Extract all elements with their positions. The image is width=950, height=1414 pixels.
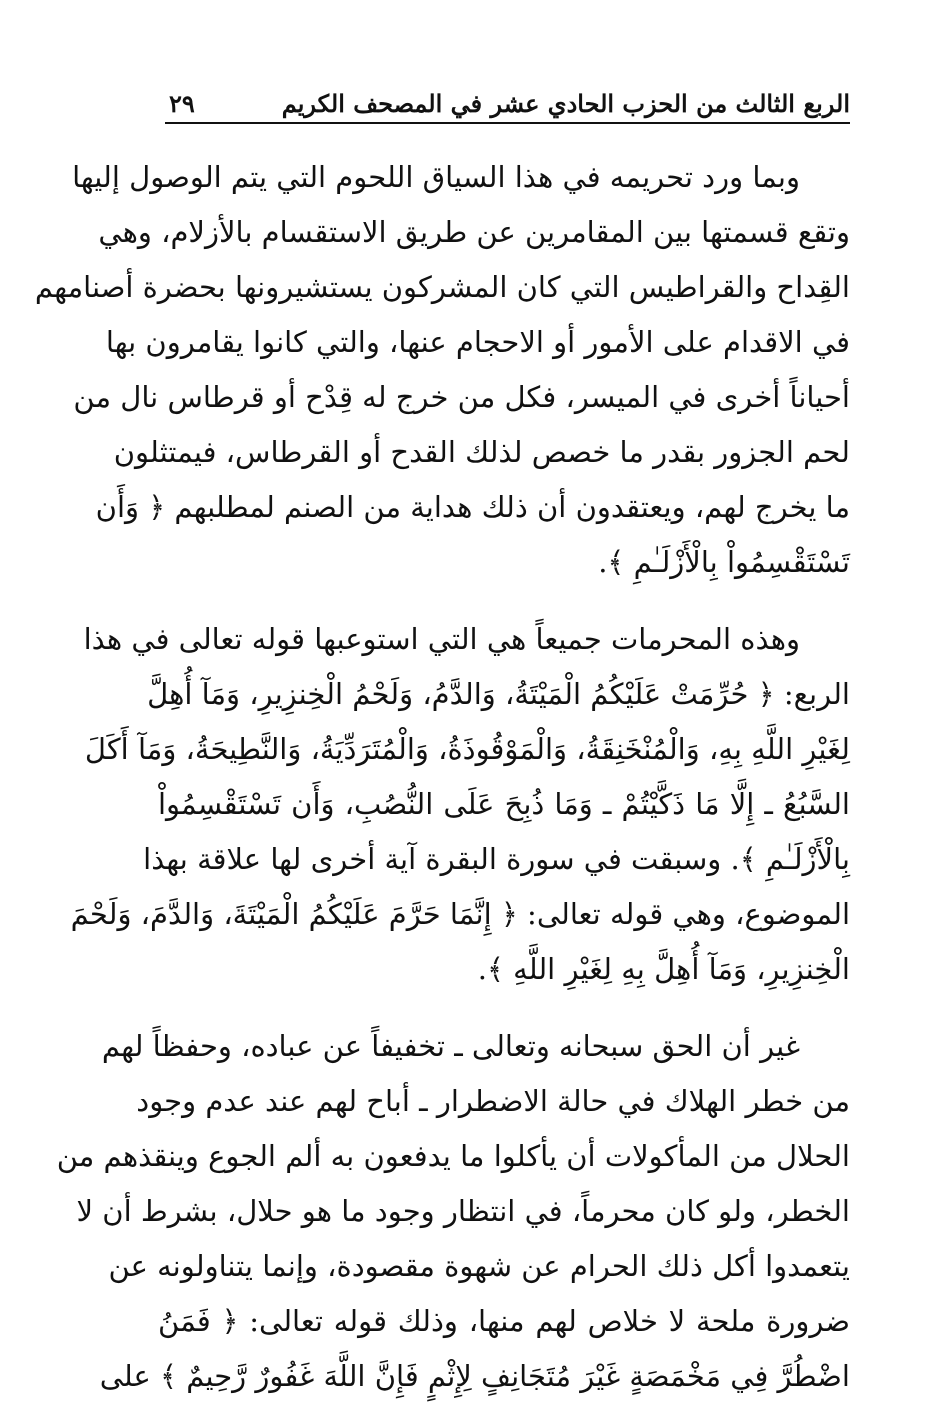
text-line: ما يخرج لهم، ويعتقدون أن ذلك هداية من الصنم لمطلبهم ﴿ وَأَن [95,490,850,524]
text-line: الموضوع، وهي قوله تعالى: ﴿ إِنَّمَا حَرَّمَ عَلَيْكُمُ الْمَيْتَةَ، وَالدَّمَ، وَلَحْمَ [70,897,850,931]
text-line: في الاقدام على الأمور أو الاحجام عنها، والتي كانوا يقامرون بها [105,325,850,359]
text-line: وتقع قسمتها بين المقامرين عن طريق الاستقسام بالأزلام، وهي [98,215,850,249]
text-line: بِالْأَزْلَـٰمِ ﴾. وسبقت في سورة البقرة آية أخرى لها علاقة بهذا [143,842,850,876]
text-line: لِغَيْرِ اللَّهِ بِهِ، وَالْمُنْخَنِقَةُ، وَالْمَوْقُوذَةُ، وَالْمُتَرَدِّيَةُ، وَالنَّطِيحَةُ، وَمَآ أَكَلَ [84,732,850,766]
running-header [165,84,850,124]
text-line: تَسْتَقْسِمُواْ بِالْأَزْلَـٰمِ ﴾. [598,545,850,579]
text-line: وهذه المحرمات جميعاً هي التي استوعبها قوله تعالى في هذا [83,622,800,656]
text-line: وبما ورد تحريمه في هذا السياق اللحوم التي يتم الوصول إليها [72,160,800,194]
paragraph [34,150,850,590]
text-line: الحلال من المأكولات أن يأكلوا ما يدفعون به ألم الجوع وينقذهم من [56,1139,850,1173]
page-number: ٢٩ [169,89,195,118]
text-line: يتعمدوا أكل ذلك الحرام عن شهوة مقصودة، وإنما يتناولونه عن [108,1249,850,1283]
text-line: الربع: ﴿ حُرِّمَتْ عَلَيْكُمُ الْمَيْتَةُ، وَالدَّمُ، وَلَحْمُ الْخِنزِيرِ، وَمَآ أُهِلَّ [147,677,850,711]
text-line: ضرورة ملحة لا خلاص لهم منها، وذلك قوله تعالى: ﴿ فَمَنُ [158,1304,850,1338]
running-title: الربع الثالث من الحزب الحادي عشر في المصحف الكريم [281,89,850,118]
text-line: لحم الجزور بقدر ما خصص لذلك القدح أو القرطاس، فيمتثلون [113,435,850,469]
text-line: اضْطُرَّ فِي مَخْمَصَةٍ غَيْرَ مُتَجَانِفٍ لِإِثْمٍ فَإِنَّ اللَّهَ غَفُورٌ رَّحِيمٌ ﴾ على [99,1359,850,1393]
body-text [34,150,850,1414]
text-line: الْخِنزِيرِ، وَمَآ أُهِلَّ بِهِ لِغَيْرِ اللَّهِ ﴾. [477,952,850,986]
text-line: غير أن الحق سبحانه وتعالى ـ تخفيفاً عن عباده، وحفظاً لهم [101,1029,800,1063]
text-line: أحياناً أخرى في الميسر، فكل من خرج له قِدْح أو قرطاس نال من [73,380,850,414]
text-line: من خطر الهلاك في حالة الاضطرار ـ أباح لهم عند عدم وجود [136,1084,850,1118]
text-line: الخطر، ولو كان محرماً، في انتظار وجود ما هو حلال، بشرط أن لا [76,1194,850,1228]
paragraph [56,1019,850,1404]
text-line: القِداح والقراطيس التي كان المشركون يستشيرونها بحضرة أصنامهم [34,270,850,304]
paragraph [70,612,850,997]
text-line: السَّبُعُ ـ إِلَّا مَا ذَكَّيْتُمْ ـ وَمَا ذُبِحَ عَلَى النُّصُبِ، وَأَن تَسْتَقْسِمُواْ [158,787,850,821]
